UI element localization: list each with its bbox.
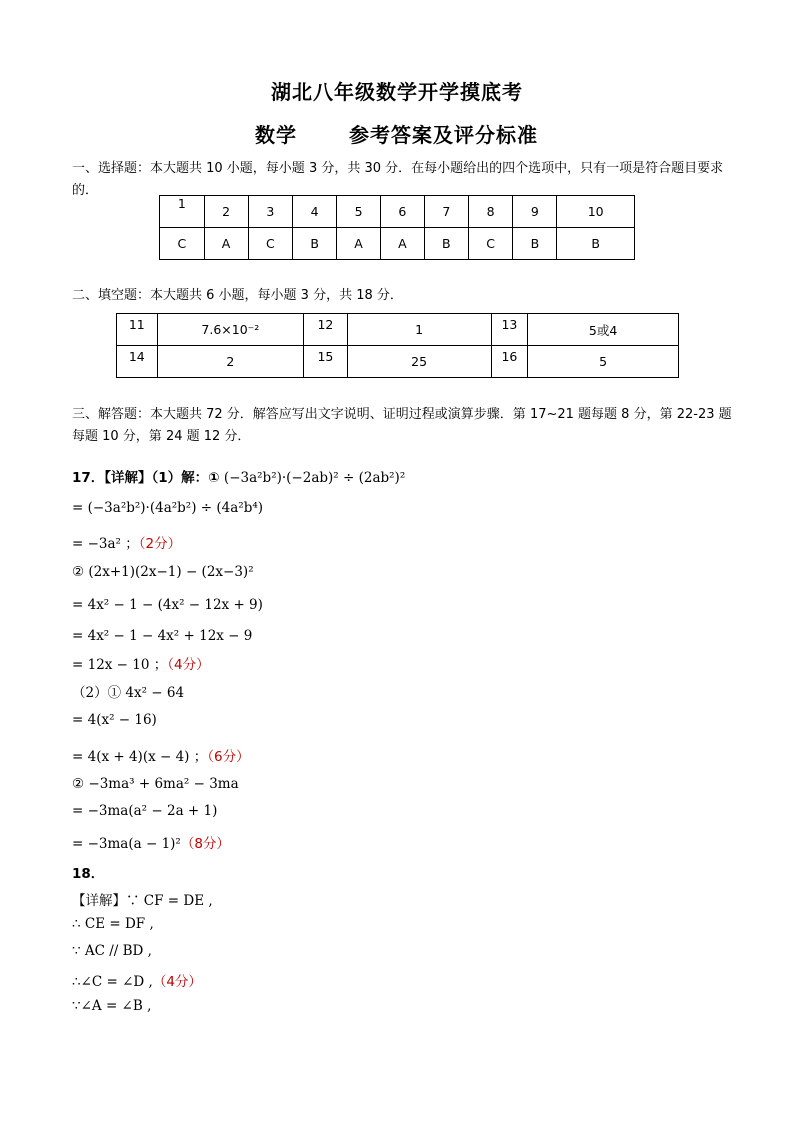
q17-step: （2）① 4x² − 64 bbox=[72, 685, 185, 701]
question-number-cell: 7 bbox=[424, 196, 468, 228]
section3-heading: 三、解答题：本大题共 72 分．解答应写出文字说明、证明过程或演算步骤．第 17~21 题每题 8 分，第 22-23 题每题 10 分，第 24 题 12 分． bbox=[72, 407, 732, 444]
q18-result: ∴∠C = ∠D , bbox=[72, 974, 153, 990]
answer-cell: C bbox=[160, 228, 205, 260]
q17-step: = (−3a²b²)·(4a²b²) ÷ (4a²b⁴) bbox=[72, 500, 264, 516]
question-number-cell: 12 bbox=[304, 314, 348, 346]
q17-step bbox=[72, 832, 230, 852]
q18-step: ∵ AC // BD , bbox=[72, 943, 152, 959]
q17-step: = 4x² − 1 − 4x² + 12x − 9 bbox=[72, 628, 253, 644]
answer-cell: A bbox=[380, 228, 424, 260]
score-mark: （4分） bbox=[167, 657, 210, 673]
q17-result: = −3a² ； bbox=[72, 536, 139, 552]
q17-step: ② −3ma³ + 6ma² − 3ma bbox=[72, 776, 239, 792]
q17-step: = 4(x² − 16) bbox=[72, 712, 157, 728]
question-number-cell: 4 bbox=[293, 196, 337, 228]
section2-heading: 二、填空题：本大题共 6 小题，每小题 3 分，共 18 分． bbox=[72, 288, 403, 303]
q17-result: = 12x − 10 ； bbox=[72, 657, 168, 673]
score-mark: （4分） bbox=[152, 974, 202, 990]
question-number-cell: 1 bbox=[160, 196, 205, 228]
q18-step: ∵∠A = ∠B , bbox=[72, 998, 152, 1014]
question-number-cell: 2 bbox=[204, 196, 248, 228]
q18-step: ∴ CE = DF , bbox=[72, 916, 154, 932]
answer-cell: 5 bbox=[528, 346, 679, 378]
score-mark: （6分） bbox=[207, 749, 250, 765]
answer-cell: 7.6×10⁻² bbox=[157, 314, 304, 346]
q17-result: = −3ma(a − 1)² bbox=[72, 836, 181, 852]
answer-cell: C bbox=[468, 228, 513, 260]
q17-label: 17．【详解】（1）解：① bbox=[72, 470, 220, 486]
q17-expression: (−3a²b²)·(−2ab)² ÷ (2ab²)² bbox=[223, 470, 406, 486]
answer-cell: 2 bbox=[157, 346, 304, 378]
page-title: 湖北八年级数学开学摸底考 bbox=[271, 80, 523, 104]
choice-answer-table bbox=[159, 195, 635, 260]
question-number-cell: 3 bbox=[248, 196, 293, 228]
q18-step: 【详解】∵ CF = DE , bbox=[72, 893, 213, 909]
answer-cell: 25 bbox=[347, 346, 491, 378]
question-number-cell: 5 bbox=[337, 196, 381, 228]
q18-label: 18． bbox=[72, 866, 105, 882]
q17-step bbox=[72, 532, 181, 552]
answer-cell: C bbox=[248, 228, 293, 260]
question-number-cell: 15 bbox=[304, 346, 348, 378]
question-number-cell: 9 bbox=[513, 196, 557, 228]
question-number-cell: 14 bbox=[117, 346, 158, 378]
question-number-cell: 11 bbox=[117, 314, 158, 346]
answer-cell: B bbox=[424, 228, 468, 260]
answer-cell: 5或4 bbox=[528, 314, 679, 346]
q17-step: ② (2x+1)(2x−1) − (2x−3)² bbox=[72, 564, 254, 580]
q17-line0 bbox=[72, 466, 405, 486]
answer-cell: A bbox=[337, 228, 381, 260]
fill-blank-answer-table bbox=[116, 313, 679, 378]
answer-cell: B bbox=[293, 228, 337, 260]
answer-cell: B bbox=[513, 228, 557, 260]
score-mark: （8分） bbox=[180, 836, 230, 852]
score-mark: （2分） bbox=[138, 536, 182, 552]
subtitle-answer-key: 参考答案及评分标准 bbox=[349, 123, 538, 147]
q17-result: = 4(x + 4)(x − 4) ； bbox=[72, 749, 208, 765]
question-number-cell: 6 bbox=[380, 196, 424, 228]
q17-step: = −3ma(a² − 2a + 1) bbox=[72, 803, 218, 819]
question-number-cell: 13 bbox=[491, 314, 528, 346]
question-number-cell: 16 bbox=[491, 346, 528, 378]
subtitle-subject: 数学 bbox=[255, 123, 297, 147]
answer-cell: A bbox=[204, 228, 248, 260]
q17-step bbox=[72, 653, 210, 673]
q18-step bbox=[72, 970, 202, 990]
question-number-cell: 8 bbox=[468, 196, 513, 228]
q17-step bbox=[72, 745, 250, 765]
q17-step: = 4x² − 1 − (4x² − 12x + 9) bbox=[72, 597, 263, 613]
section1-heading: 一、选择题：本大题共 10 小题，每小题 3 分，共 30 分．在每小题给出的四个选项中，只有一项是符合题目要求的． bbox=[72, 161, 724, 198]
question-number-cell: 10 bbox=[557, 196, 635, 228]
answer-cell: 1 bbox=[347, 314, 491, 346]
answer-cell: B bbox=[557, 228, 635, 260]
